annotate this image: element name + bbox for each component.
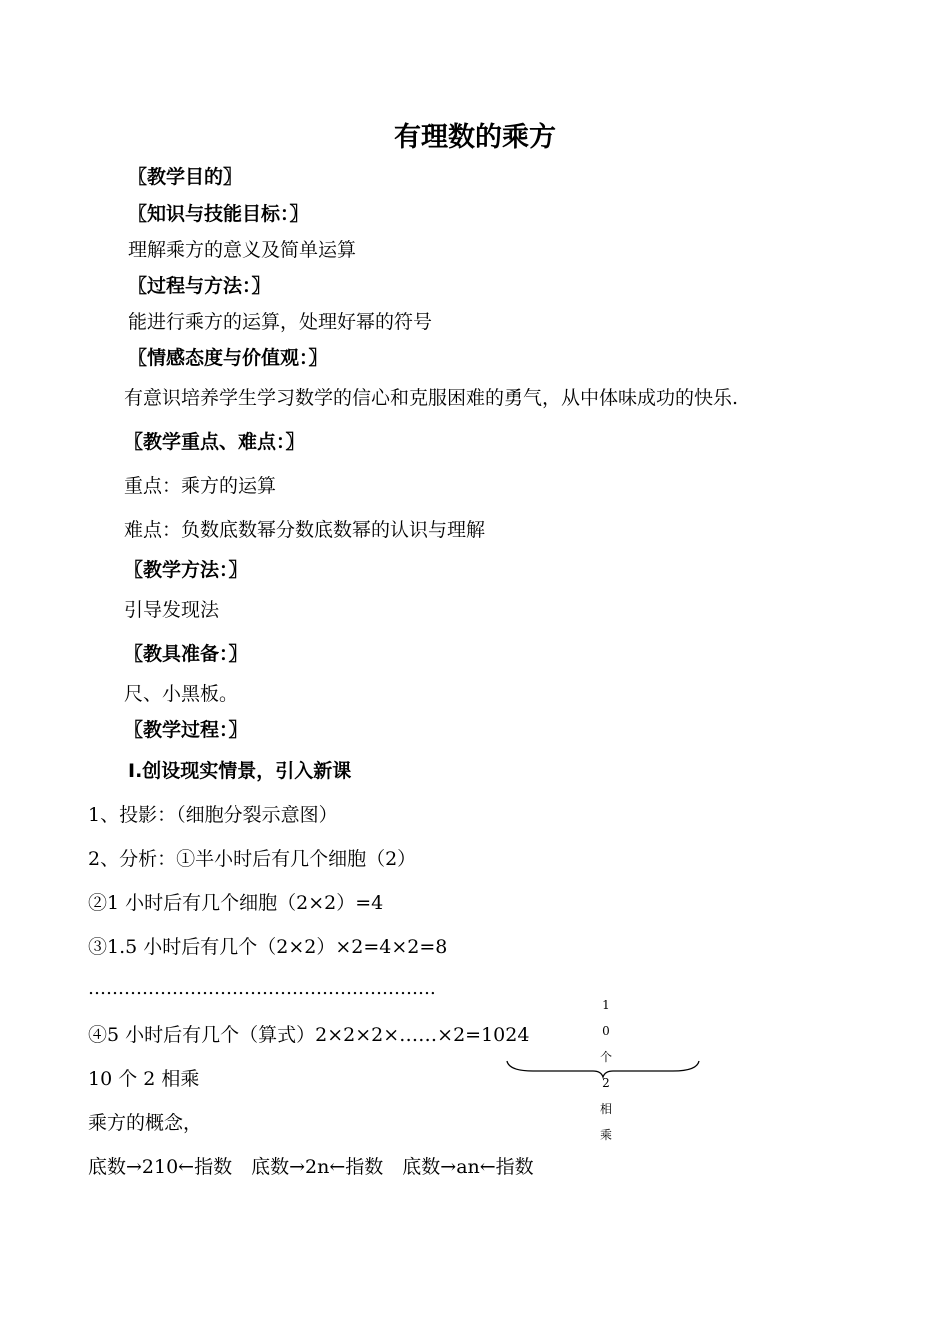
- body-text: 尺、小黑板。: [124, 683, 239, 705]
- section-heading-teaching-method: 〖教学方法：〗: [124, 559, 248, 581]
- brace-label-char: 个: [599, 1050, 612, 1064]
- body-text: 有意识培养学生学习数学的信心和克服困难的勇气，从中体味成功的快乐.: [124, 387, 739, 409]
- body-text: 底数→210←指数 底数→2n←指数 底数→an←指数: [88, 1156, 534, 1178]
- section-heading-teaching-process: 〖教学过程：〗: [124, 719, 248, 741]
- section-heading-knowledge-skills: 〖知识与技能目标：〗: [128, 203, 309, 225]
- body-text: 理解乘方的意义及简单运算: [128, 239, 357, 261]
- body-text: 1、投影：（细胞分裂示意图）: [88, 804, 338, 826]
- section-heading-key-difficult: 〖教学重点、难点：〗: [124, 431, 305, 453]
- body-text: ②1 小时后有几个细胞（2×2）=4: [88, 892, 384, 914]
- curly-brace-icon: [505, 1058, 701, 1080]
- brace-label-char: 相: [599, 1102, 612, 1116]
- page-title: 有理数的乘方: [394, 122, 556, 153]
- ellipsis-line: ………………………………………………….: [88, 978, 436, 999]
- section-heading-teaching-aids: 〖教具准备：〗: [124, 643, 248, 665]
- brace-label-char: 0: [602, 1024, 610, 1038]
- brace-label-char: 乘: [599, 1128, 612, 1142]
- body-text: 难点：负数底数幂分数底数幂的认识与理解: [124, 519, 486, 541]
- body-text: 10 个 2 相乘: [88, 1068, 200, 1090]
- body-text: 引导发现法: [124, 599, 220, 621]
- section-heading-process-method: 〖过程与方法：〗: [128, 275, 271, 297]
- brace-label-char: 1: [602, 998, 610, 1012]
- body-text: 2、分析：①半小时后有几个细胞（2）: [88, 848, 417, 870]
- body-text: ③1.5 小时后有几个（2×2）×2=4×2=8: [88, 936, 448, 958]
- section-heading-teaching-goal: 〖教学目的〗: [128, 166, 243, 188]
- section-heading-attitude-values: 〖情感态度与价值观：〗: [128, 347, 328, 369]
- subsection-heading: Ⅰ.创设现实情景，引入新课: [128, 760, 352, 782]
- body-text: ④5 小时后有几个（算式）2×2×2×……×2=1024: [88, 1024, 530, 1046]
- body-text: 重点：乘方的运算: [124, 475, 277, 497]
- brace-label-char: 2: [602, 1076, 610, 1090]
- body-text: 乘方的概念，: [88, 1112, 203, 1134]
- body-text: 能进行乘方的运算，处理好幂的符号: [128, 311, 433, 333]
